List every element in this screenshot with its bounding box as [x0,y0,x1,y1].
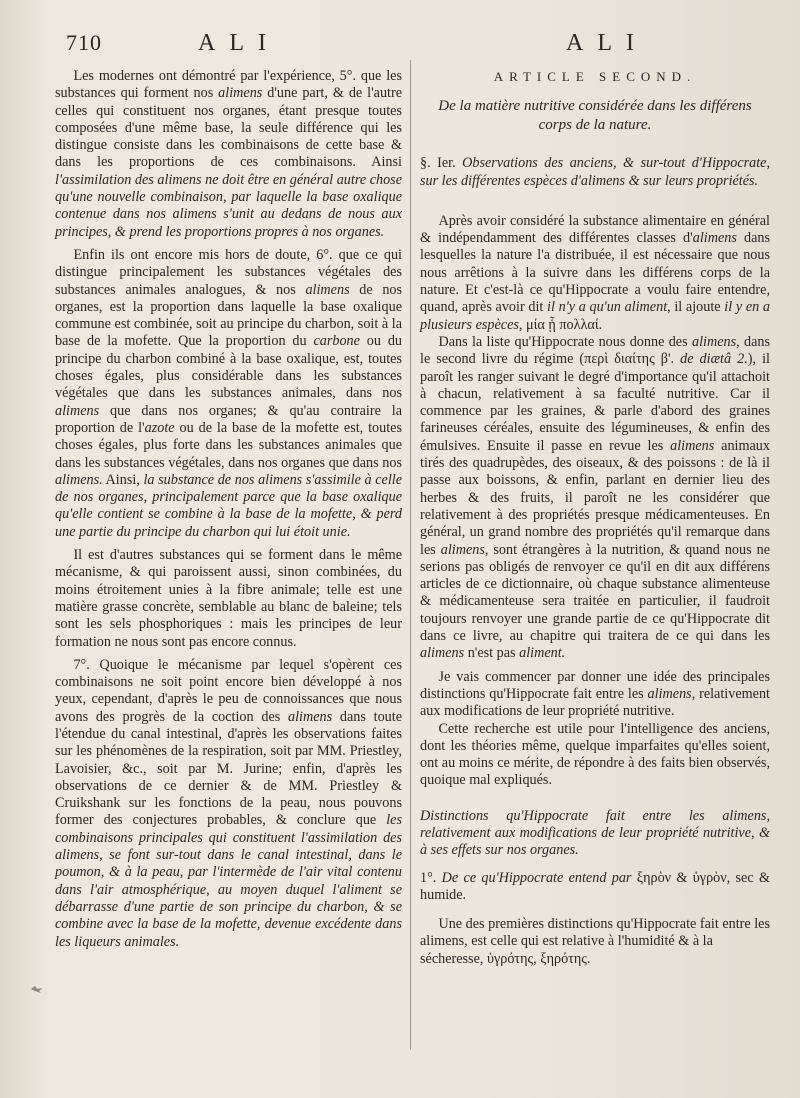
paragraph-research: Cette recherche est utile pour l'intelligence des anciens, dont les théories même, quelque imparfaites qu'elles soient, ont au moins ce mérite, de répondre à des faits bien observés, quoique mal expliqués. [420,720,770,789]
column-rule [410,60,411,1050]
paragraph-6: Enfin ils ont encore mis hors de doute, 6°. que ce qui distingue principalement les substances végétales des substances animales analogues, & nos alimens de nos organes, est la proportion dans laquelle la base oxalique commune est combinée, soit au principe du charbon, soit à la base de la mofette. Que la proportion du carbone ou du principe du charbon combiné à la base oxalique, est, toutes choses égales, plus considérable dans les substances végétales que dans les substances animales, dans nos alimens que dans nos organes; & qu'au contraire la proportion de l'azote ou de la base de la mofette est, toutes choses égales, plus forte dans les substances animales que dans les substances végétales, dans nos organes que dans nos alimens. Ainsi, la substance de nos alimens s'assimile à celle de nos organes, principalement parce que la base oxalique qu'elle contient se combine à la base de la mofette, & perd une partie du principe du charbon qui lui étoit unie. [55,246,403,540]
paragraph-substance: Après avoir considéré la substance alimentaire en général & indépendamment des différentes classes d'alimens dans lesquelles la nature l'a distribuée, il est nécessaire que nous nous arrêtions à la suivre dans les différens corps de la nature. Et c'est-là ce qu'Hippocrate a voulu faire entendre, quand, après avoir dit il n'y a qu'un aliment, il ajoute il y en a plusieurs espèces, μία ᾗ πολλαί. [420,212,771,333]
paragraph-other-substances: Il est d'autres substances qui se forment dans le même mécanisme, & qui paroissent aussi, sinon combinées, du moins étroitement unies à la fibre animale; telle est une matière grasse concrète, semblable au blanc de baleine; tels sont les sels phosphoriques : mais les principes de leur formation ne nous sont pas encore connus. [55,547,402,650]
page-number: 710 [66,30,102,55]
section-heading: §. Ier. Observations des anciens, & sur-tout d'Hippocrate, sur les différentes espèces d'alimens & sur leurs propriétés. [420,155,771,189]
running-head-left: ALI [198,30,280,56]
paragraph-list: Dans la liste qu'Hippocrate nous donne des alimens, dans le second livre du régime (περὶ διαίτης β'. de diætâ 2.), il paroît les ranger suivant le degré d'importance qu'il attachoit à chacun, relativement à sa faculté nutritive. Car il commence par les graines, & parle d'abord des graines farineuses céréales, ensuite des légumineuses, & enfin des émulsives. Ensuite il passe en revue les alimens animaux tirés des quadrupèdes, des oiseaux, & des poissons : de là il passe aux boissons, & enfin, parlant en dernier lieu des herbes & des fruits, il paroît ne les considérer que relativement à des propriétés presque médicamenteuses. En général, un grand nombre des propriétés qu'il remarque dans les alimens, sont étrangères à la nutrition, & quand nous ne serions pas obligés de renvoyer ce qu'il en dit aux différens articles de ce dictionnaire, où chaque substance alimenteuse & médicamenteuse sera traitée en particulier, il faudroit toujours renvoyer une grande partie de ce qu'Hippocrate dit dans ce livre, au chapitre qui traitera de ce qui dans les alimens n'est pas aliment. [420,333,771,662]
article-title: ARTICLE SECOND. [493,69,697,84]
paragraph-5: Les modernes ont démontré par l'expérience, 5°. que les substances qui forment nos alimens d'une part, & de l'autre celles qui constituent nos organes, étant presque toutes composées d'une même base, la seule différence qui les distingue consiste dans les combinaisons de cette base & dans les proportions de ces combinaisons. Ainsi l'assimilation des alimens ne doit être en général autre chose qu'une nouvelle combinaison, par laquelle la base oxalique contenue dans nos alimens s'unit au dedans de nous aux principes, & prend les proportions propres à nos organes. [55,68,402,240]
paragraph-first-distinction: Une des premières distinctions qu'Hippocrate fait entre les alimens, est celle qui est relative à l'humidité & à la sécheresse, ὑγρότης, ξηρότης. [420,916,770,967]
distinctions-heading: Distinctions qu'Hippocrate fait entre les alimens, relativement aux modifications de leur propriété nutritive, & à ses effets sur nos organes. [420,807,770,859]
article-subtitle: De la matière nutritive considérée dans les différens corps de la nature. [438,98,752,134]
left-column [55,68,402,951]
running-head [0,30,800,60]
right-column [420,68,770,968]
item-1-heading: 1°. De ce qu'Hippocrate entend par ξηρὸν & ὑγρὸν, sec & humide. [420,869,770,903]
running-head-right: ALI [566,30,648,56]
ink-blot-icon [30,984,44,994]
paragraph-7: 7°. Quoique le mécanisme par lequel s'opèrent ces combinaisons ne soit point encore bien développé à nos yeux, cependant, d'après le peu de connoissances que nous avons des progrès de la coction des alimens dans toute l'étendue du canal intestinal, d'après les observations faites sur les phénomènes de la respiration, soit par MM. Priestley, Lavoisier, &c., soit par M. Jurine; enfin, d'après les observations de ce dernier & de MM. Priestley & Cruikshank sur les fonctions de la peau, nous pouvons former des conjectures probables, & conclure que les combinaisons principales qui constituent l'assimilation des alimens, se font sur-tout dans le canal intestinal, dans le poumon, & à la peau, par l'intermède de l'air vital contenu dans l'air atmosphérique, au moyen duquel l'aliment se débarrasse d'une partie de son principe du charbon, & se combine avec la base de la mofette, devenue excédente dans les liqueurs animales. [55,656,402,950]
paragraph-distinctions: Je vais commencer par donner une idée des principales distinctions qu'Hippocrate fait entre les alimens, relativement aux modifications de leur propriété nutritive. [420,668,771,720]
